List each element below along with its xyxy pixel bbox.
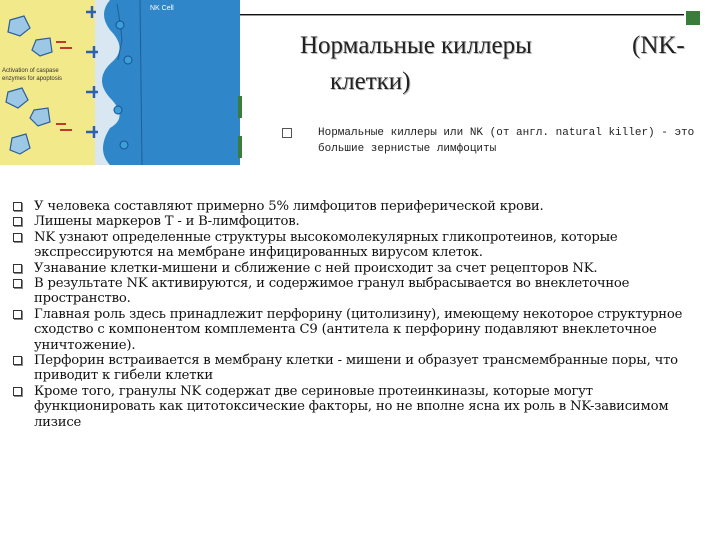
- activation-label-1: Activation of caspase: [2, 68, 59, 74]
- slide-title-part2: (NK-: [632, 32, 685, 59]
- list-item-text: Главная роль здесь принадлежит перфорину (цитолизину), имеющему некоторое структурное сходство с компонентом комплемента C9 (антитела к перфорину подавляют внеклеточное уничтожение).: [34, 306, 683, 353]
- list-item: [12, 230, 712, 261]
- list-item-text: В результате NK активируются, и содержимое гранул выбрасывается во внеклеточное пространство.: [34, 276, 630, 307]
- list-item: [12, 276, 712, 307]
- bullet-list: [12, 199, 712, 430]
- slide-title-part1: Нормальные киллеры: [300, 32, 532, 59]
- accent-bar: [238, 96, 242, 118]
- list-item-text: Кроме того, гранулы NK содержат две сериновые протеинкиназы, которые могут функционировать как цитотоксические факторы, но не вполне ясна их роль в NK-зависимом лизисе: [34, 383, 669, 430]
- intro-text: Нормальные киллеры или NK (от англ. natural killer) - это большие зернистые лимфоциты: [318, 127, 695, 155]
- accent-square: [686, 11, 700, 25]
- list-item-text: NK узнают определенные структуры высокомолекулярных гликопротеинов, которые экспрессируются на мембране инфицированных вирусом клеток.: [34, 229, 618, 261]
- intro-item: [282, 125, 712, 157]
- list-item: [12, 307, 712, 353]
- bullet-icon: [13, 264, 22, 273]
- list-item: [12, 353, 712, 384]
- list-item: [12, 261, 712, 276]
- nk-cell-label: NK Cell: [150, 5, 174, 12]
- list-item-text: У человека составляют примерно 5% лимфоцитов периферической крови.: [34, 199, 544, 214]
- nk-cell-figure: [0, 0, 240, 165]
- bullet-icon: [282, 128, 292, 138]
- bullet-icon: [13, 356, 22, 365]
- list-item-text: Узнавание клетки-мишени и сближение с ней происходит за счет рецепторов NK.: [34, 260, 598, 276]
- list-item: [12, 384, 712, 430]
- list-item-text: Лишены маркеров Т - и В-лимфоцитов.: [34, 214, 300, 230]
- list-item: [12, 199, 712, 214]
- list-item: [12, 214, 712, 229]
- slide-title-part3: клетки): [330, 68, 411, 95]
- activation-label-2: enzymes for apoptosis: [2, 76, 63, 82]
- list-item-text: Перфорин встраивается в мембрану клетки - мишени и образует трансмембранные поры, что приводит к гибели клетки: [34, 353, 678, 384]
- bullet-icon: [13, 279, 22, 288]
- bullet-icon: [13, 217, 22, 226]
- accent-bar: [238, 136, 242, 158]
- bullet-icon: [13, 202, 22, 211]
- bullet-icon: [13, 233, 22, 242]
- bullet-icon: [13, 310, 22, 319]
- title-rule-shadow: [240, 15, 684, 16]
- bullet-icon: [13, 387, 22, 396]
